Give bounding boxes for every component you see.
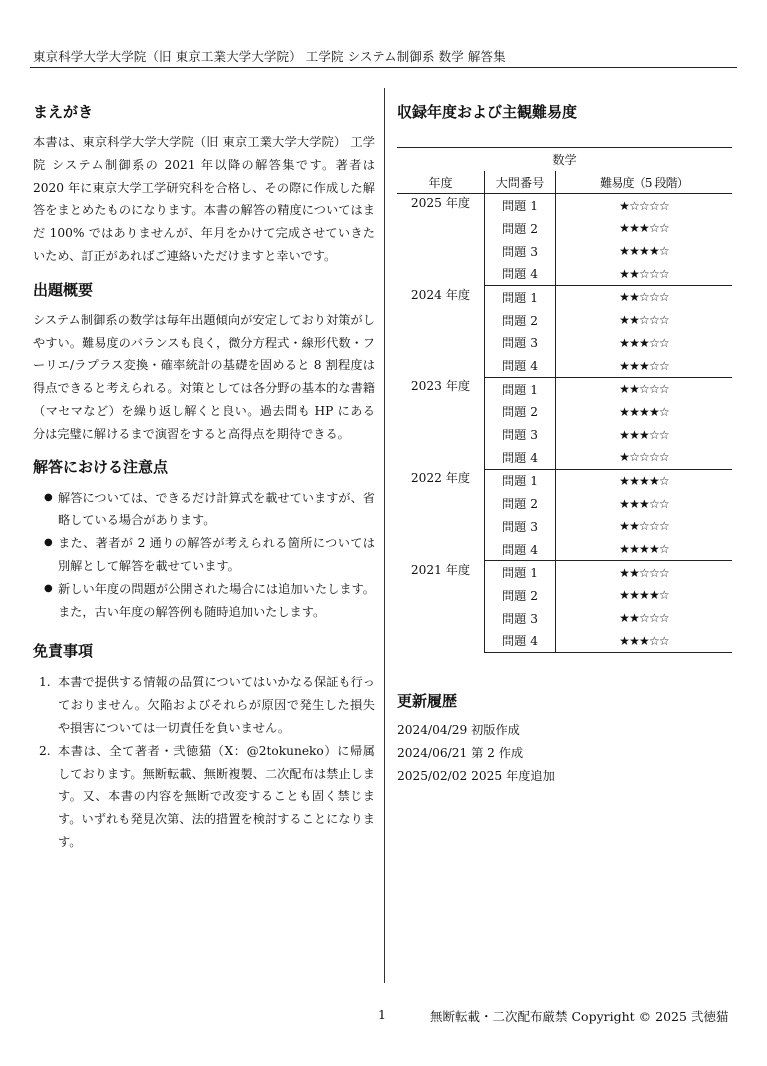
page-header: 東京科学大学大学院（旧 東京工業大学大学院） 工学院 システム制御系 数学 解答集 [33,49,506,64]
difficulty-stars: ★★☆☆☆ [556,286,733,309]
overview-section [33,278,375,446]
table-row [397,286,732,309]
notes-list [33,487,375,624]
difficulty-stars: ★★☆☆☆ [556,561,733,584]
difficulty-stars: ★☆☆☆☆ [556,446,733,469]
column-header-difficulty: 難易度（5 段階） [556,171,733,194]
problem-cell: 問題 1 [485,469,556,492]
difficulty-stars: ★★★☆☆ [556,423,733,446]
year-cell: 2021 年度 [410,562,471,577]
history-list [397,719,732,787]
footer-copyright: 無断転載・二次配布厳禁 Copyright © 2025 弐徳猫 [430,1009,729,1024]
problem-cell: 問題 4 [485,354,556,377]
intro-section [33,100,375,268]
table-row [397,561,732,584]
history-section [397,689,732,787]
problem-cell: 問題 2 [485,584,556,607]
left-column [33,100,375,854]
table-row [397,194,732,217]
difficulty-stars: ★★☆☆☆ [556,309,733,332]
difficulty-stars: ★★☆☆☆ [556,262,733,285]
difficulty-table [397,147,732,653]
problem-cell: 問題 3 [485,332,556,355]
header-rule [30,67,737,68]
right-column [397,100,732,788]
year-cell: 2022 年度 [410,471,471,486]
bullet-icon: ● [44,582,53,594]
difficulty-stars: ★★★★☆ [556,240,733,263]
table-row [397,469,732,492]
intro-heading: まえがき [33,103,94,121]
problem-cell: 問題 2 [485,309,556,332]
problem-cell: 問題 4 [485,262,556,285]
problem-cell: 問題 4 [485,629,556,652]
difficulty-stars: ★★★★☆ [556,469,733,492]
disclaimer-list [33,671,375,853]
year-cell: 2025 年度 [410,196,471,211]
disclaimer-section [33,639,375,853]
difficulty-stars: ★★★☆☆ [556,492,733,515]
disclaimer-item: 1. 本書で提供する情報の品質についてはいかなる保証も行っておりません。欠陥およびそれらが原因で発生した損失や損害については一切責任を負いません。 [39,675,375,735]
notes-item: ● 解答については、できるだけ計算式を載せていますが、省略している場合があります。 [58,487,375,533]
difficulty-stars: ★★★★☆ [556,538,733,561]
notes-item: ● また、著者が 2 通りの解答が考えられる箇所については別解として解答を載せています。 [58,532,375,578]
overview-heading: 出題概要 [33,280,94,299]
history-entry: 2024/06/21 第 2 作成 [397,745,524,760]
notes-heading: 解答における注意点 [33,457,169,476]
difficulty-stars: ★★☆☆☆ [556,515,733,538]
difficulty-stars: ★★★★☆ [556,401,733,424]
overview-body: システム制御系の数学は毎年出題傾向が安定しており対策がしやすい。難易度のバランスも良く，微分方程式・線形代数・フーリエ/ラプラス変換・確率統計の基礎を固めると 8 割程度は得点できると考えられる。対策としては各分野の基本的な書籍（マセマなど）を繰り返し解くと良い。過去問も HP にある分は完璧に解けるまで演習をすると高得点を期待できる。 [33,312,375,441]
difficulty-stars: ★★★☆☆ [556,354,733,377]
year-cell: 2023 年度 [410,379,471,394]
difficulty-table-body [397,194,732,653]
difficulty-stars: ★☆☆☆☆ [556,194,733,217]
history-entry: 2025/02/02 2025 年度追加 [397,768,555,783]
problem-cell: 問題 1 [485,194,556,217]
notes-item: ● 新しい年度の問題が公開された場合には追加いたします。また，古い年度の解答例も随時追加いたします。 [58,578,375,624]
bullet-icon: ● [44,491,53,503]
problem-cell: 問題 4 [485,538,556,561]
difficulty-stars: ★★☆☆☆ [556,377,733,400]
problem-cell: 問題 3 [485,515,556,538]
problem-cell: 問題 4 [485,446,556,469]
column-divider [384,88,385,983]
problem-cell: 問題 2 [485,492,556,515]
problem-cell: 問題 1 [485,286,556,309]
problem-cell: 問題 1 [485,561,556,584]
problem-cell: 問題 3 [485,240,556,263]
bullet-icon: ● [44,537,53,549]
problem-cell: 問題 3 [485,423,556,446]
problem-cell: 問題 2 [485,401,556,424]
difficulty-stars: ★★★☆☆ [556,217,733,240]
notes-section [33,455,375,624]
column-header-problem: 大問番号 [485,171,556,194]
disclaimer-item: 2. 本書は、全て著者・弐徳猫（X：@2tokuneko）に帰属しております。無断転載、無断複製、二次配布は禁止します。又、本書の内容を無断で改変することも固く禁じます。いずれも発見次第、法的措置を検討することになります。 [39,743,375,849]
disclaimer-heading: 免責事項 [33,642,94,661]
difficulty-stars: ★★☆☆☆ [556,607,733,630]
problem-cell: 問題 3 [485,607,556,630]
intro-body: 本書は、東京科学大学大学院（旧 東京工業大学大学院） 工学院 システム制御系の 2021 年以降の解答集です。著者は 2020 年に東京大学工学研究科を合格し、その際に作成した解答をまとめたものになります。本書の解答の精度についてはまだ 100% ではありませんが、年月をかけて完成させていきたいため、訂正があればご連絡いただけますと幸いです。 [33,135,375,263]
page-number: 1 [378,1007,386,1022]
table-row [397,377,732,400]
column-header-year: 年度 [397,171,485,194]
history-entry: 2024/04/29 初版作成 [397,723,520,738]
difficulty-heading: 収録年度および主観難易度 [397,103,578,121]
year-cell: 2024 年度 [410,287,471,302]
difficulty-stars: ★★★☆☆ [556,332,733,355]
difficulty-stars: ★★★☆☆ [556,629,733,652]
table-title: 数学 [397,148,732,171]
problem-cell: 問題 2 [485,217,556,240]
problem-cell: 問題 1 [485,377,556,400]
history-heading: 更新履歴 [397,692,458,711]
difficulty-stars: ★★★★☆ [556,584,733,607]
